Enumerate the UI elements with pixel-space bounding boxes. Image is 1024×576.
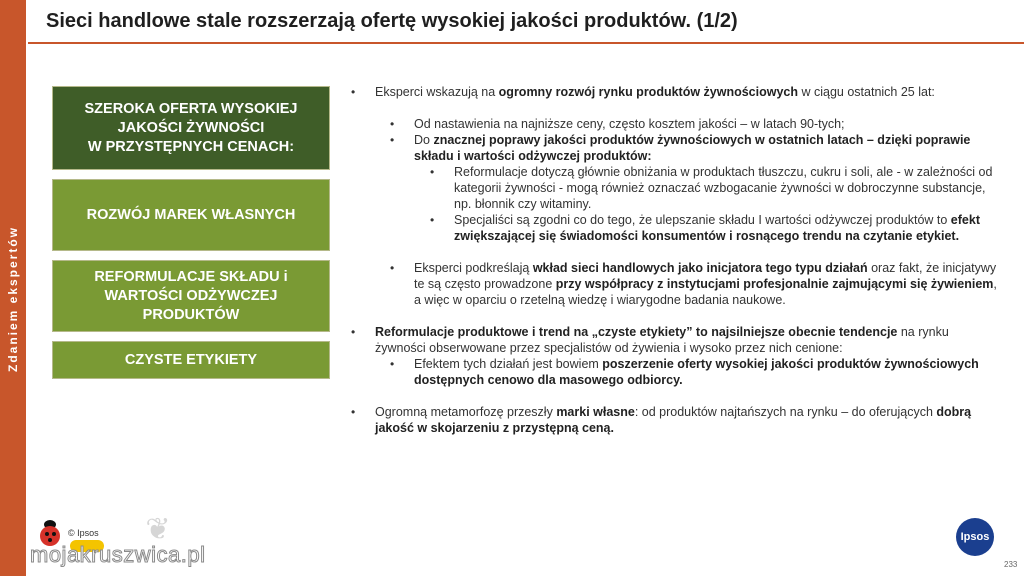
bullet-2-1 — [348, 356, 998, 388]
box-main-offer: SZEROKA OFERTA WYSOKIEJ JAKOŚCI ŻYWNOŚCI W PRZYSTĘPNYCH CENACH: — [52, 86, 330, 170]
bullet-dot: • — [390, 357, 395, 371]
bullet-dot: • — [390, 133, 395, 147]
ipsos-logo: Ipsos — [956, 518, 994, 556]
box-private-labels: ROZWÓJ MAREK WŁASNYCH — [52, 179, 330, 251]
side-label-wrap — [1, 204, 25, 394]
text: oraz fakt, że inicjatywy te są często prowadzone — [414, 261, 997, 291]
bullet-1-2 — [348, 132, 998, 164]
box-clean-labels: CZYSTE ETYKIETY — [52, 341, 330, 379]
bullet-3 — [348, 404, 998, 436]
text: Efektem tych działań jest bowiem — [414, 357, 603, 371]
watermark: mojakruszwica.pl — [30, 542, 206, 567]
bullet-1-1 — [348, 116, 998, 132]
bullet-dot: • — [390, 117, 395, 131]
bullet-dot: • — [430, 165, 435, 179]
leaf-ornament-icon: ❦ — [145, 513, 171, 546]
text: , a więc w oparciu o rzetelną wiedzę i wiarygodne badania naukowe. — [414, 277, 997, 307]
text-bold: znacznej poprawy jakości produktów żywnościowych w ostatnich latach – dzięki poprawie składu i wartości odżywczej produktów: — [414, 133, 971, 163]
page-number: 233 — [1004, 560, 1018, 569]
text: w ciągu ostatnich 25 lat: — [798, 85, 935, 99]
bullet-dot: • — [351, 325, 356, 339]
text: Do — [414, 133, 434, 147]
copyright-text: © Ipsos — [68, 528, 99, 538]
bullet-1-3 — [348, 260, 998, 308]
text-bold: efekt zwiększającej się świadomości konsumentów i rosnącego trendu na czytanie etykiet. — [454, 213, 980, 243]
text-bold: Reformulacje produktowe i trend na „czyste etykiety” to najsilniejsze obecnie tendencje — [375, 325, 898, 339]
bullet-2 — [348, 324, 998, 356]
text: Reformulacje dotyczą głównie obniżania w produktach tłuszczu, cukru i soli, ale - w zależności od kategorii żywności - mogą również oznaczać wzbogacanie żywności w dobroczynne substancje, np. błonnik czy witaminy. — [454, 165, 993, 211]
bullet-1 — [348, 84, 998, 100]
bullet-1-2-2 — [348, 212, 998, 244]
bullet-dot: • — [390, 261, 395, 275]
side-bar — [0, 0, 26, 576]
footer-logos — [30, 508, 206, 574]
text: na rynku żywności obserwowane przez specjalistów od żywienia i wysoko przez nich cenione: — [375, 325, 949, 355]
text-bold: przy współpracy z instytucjami profesjonalnie zajmującymi się żywieniem — [555, 277, 994, 291]
text: Ogromną metamorfozę przeszły — [375, 405, 557, 419]
text: : od produktów najtańszych na rynku – do oferujących — [634, 405, 937, 419]
side-label: Zdaniem ekspertów — [6, 225, 20, 373]
text-bold: poszerzenie oferty wysokiej jakości produktów żywnościowych dostępnych cenowo dla masowego odbiorcy. — [414, 357, 979, 387]
text-bold: marki własne — [556, 405, 635, 419]
text: Specjaliści są zgodni co do tego, że ulepszanie składu I wartości odżywczej produktów to — [454, 213, 951, 227]
bullet-dot: • — [430, 213, 435, 227]
title-divider — [28, 42, 1024, 44]
bullet-content — [348, 84, 998, 436]
text-bold: dobrą jakość w skojarzeniu z przystępną ceną. — [375, 405, 972, 435]
bullet-1-2-1 — [348, 164, 998, 212]
bullet-dot: • — [351, 405, 356, 419]
text: Eksperci podkreślają — [414, 261, 533, 275]
text: Od nastawienia na najniższe ceny, często kosztem jakości – w latach 90-tych; — [414, 117, 845, 131]
text-bold: wkład sieci handlowych jako inicjatora tego typu działań — [532, 261, 868, 275]
box-reformulation: REFORMULACJE SKŁADU i WARTOŚCI ODŻYWCZEJ PRODUKTÓW — [52, 260, 330, 332]
text-bold: ogromny rozwój rynku produktów żywnościowych — [498, 85, 799, 99]
bullet-dot: • — [351, 85, 356, 99]
page-title: Sieci handlowe stale rozszerzają ofertę wysokiej jakości produktów. (1/2) — [46, 10, 738, 32]
text: Eksperci wskazują na — [375, 85, 499, 99]
